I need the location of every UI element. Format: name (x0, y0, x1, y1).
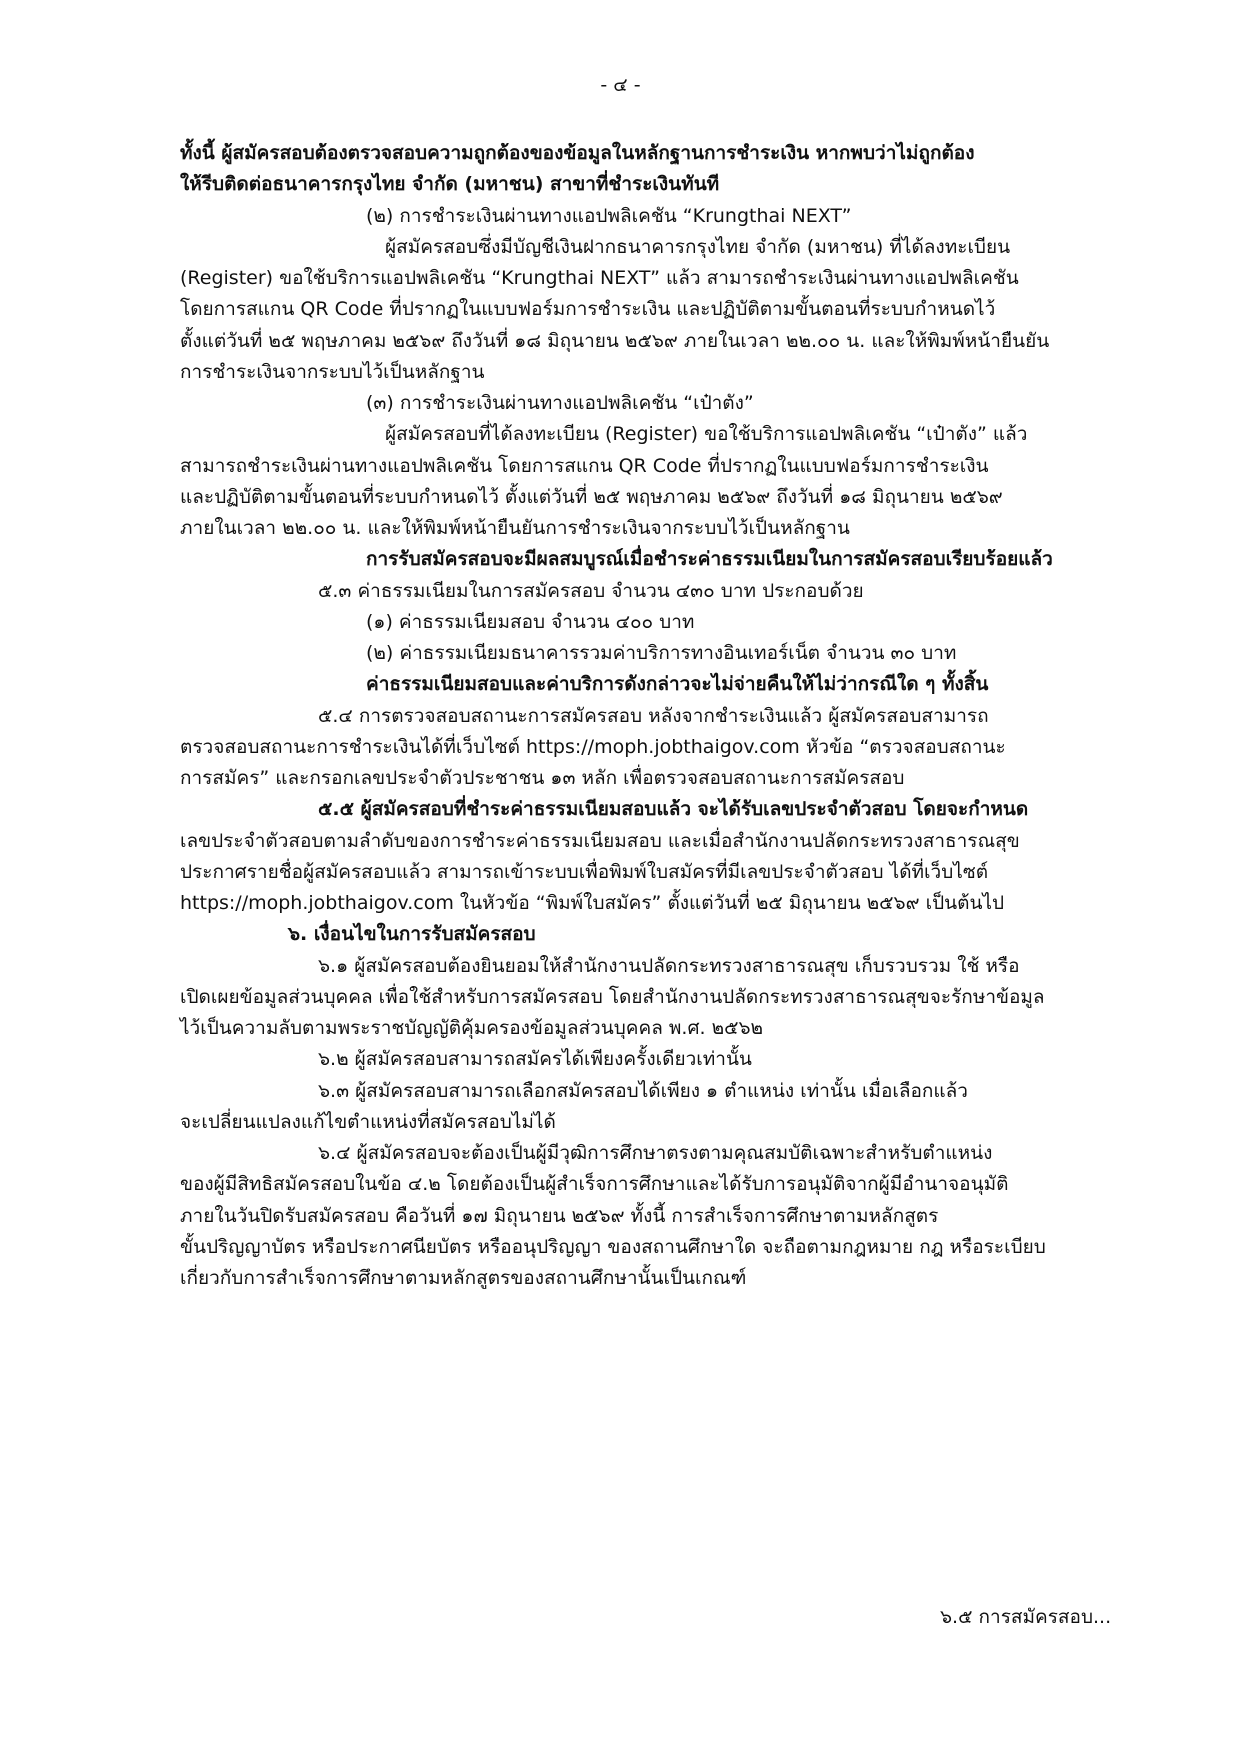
section-heading: ๖. เงื่อนไขในการรับสมัครสอบ (288, 923, 536, 945)
paragraph-line: การชำระเงินจากระบบไว้เป็นหลักฐาน (180, 361, 485, 383)
paragraph-line: การรับสมัครสอบจะมีผลสมบูรณ์เมื่อชำระค่าธรรมเนียมในการสมัครสอบเรียบร้อยแล้ว (366, 548, 1053, 570)
paragraph-line: ผู้สมัครสอบซึ่งมีบัญชีเงินฝากธนาคารกรุงไทย จำกัด (มหาชน) ที่ได้ลงทะเบียน (385, 236, 1011, 258)
paragraph-line: ค่าธรรมเนียมสอบและค่าบริการดังกล่าวจะไม่จ่ายคืนให้ไม่ว่ากรณีใด ๆ ทั้งสิ้น (366, 673, 989, 695)
paragraph-line: ไว้เป็นความลับตามพระราชบัญญัติคุ้มครองข้อมูลส่วนบุคคล พ.ศ. ๒๕๖๒ (180, 1017, 764, 1039)
paragraph-line: (๑) ค่าธรรมเนียมสอบ จำนวน ๔๐๐ บาท (366, 611, 695, 633)
paragraph-line: ๖.๒ ผู้สมัครสอบสามารถสมัครได้เพียงครั้งเดียวเท่านั้น (318, 1048, 752, 1070)
paragraph-line: ตั้งแต่วันที่ ๒๕ พฤษภาคม ๒๕๖๙ ถึงวันที่ ๑๘ มิถุนายน ๒๕๖๙ ภายในเวลา ๒๒.๐๐ น. และให้พิมพ์หน้ายืนยัน (180, 330, 1050, 352)
paragraph-line: ให้รีบติดต่อธนาคารกรุงไทย จำกัด (มหาชน) สาขาที่ชำระเงินทันที (180, 173, 720, 195)
paragraph-line: (๒) ค่าธรรมเนียมธนาคารรวมค่าบริการทางอินเทอร์เน็ต จำนวน ๓๐ บาท (366, 642, 957, 664)
paragraph-line: ๕.๔ การตรวจสอบสถานะการสมัครสอบ หลังจากชำระเงินแล้ว ผู้สมัครสอบสามารถ (318, 705, 989, 727)
paragraph-line: สามารถชำระเงินผ่านทางแอปพลิเคชัน โดยการสแกน QR Code ที่ปรากฏในแบบฟอร์มการชำระเงิน (180, 455, 989, 477)
paragraph-line: (๓) การชำระเงินผ่านทางแอปพลิเคชัน “เป๋าตัง” (366, 392, 754, 414)
paragraph-line: และปฏิบัติตามขั้นตอนที่ระบบกำหนดไว้ ตั้งแต่วันที่ ๒๕ พฤษภาคม ๒๕๖๙ ถึงวันที่ ๑๘ มิถุนายน ๒๕๖๙ (180, 486, 1003, 508)
paragraph-line: ๕.๕ ผู้สมัครสอบที่ชำระค่าธรรมเนียมสอบแล้ว จะได้รับเลขประจำตัวสอบ โดยจะกำหนด (318, 798, 1029, 820)
paragraph-line: ๖.๔ ผู้สมัครสอบจะต้องเป็นผู้มีวุฒิการศึกษาตรงตามคุณสมบัติเฉพาะสำหรับตำแหน่ง (318, 1142, 993, 1164)
paragraph-line: ๕.๓ ค่าธรรมเนียมในการสมัครสอบ จำนวน ๔๓๐ บาท ประกอบด้วย (318, 580, 864, 602)
paragraph-line: https://moph.jobthaigov.com ในหัวข้อ “พิมพ์ใบสมัคร” ตั้งแต่วันที่ ๒๕ มิถุนายน ๒๕๖๙ เป็นต้นไป (180, 892, 1005, 914)
paragraph-line: ๖.๓ ผู้สมัครสอบสามารถเลือกสมัครสอบได้เพียง ๑ ตำแหน่ง เท่านั้น เมื่อเลือกแล้ว (318, 1080, 968, 1102)
paragraph-line: โดยการสแกน QR Code ที่ปรากฏในแบบฟอร์มการชำระเงิน และปฏิบัติตามขั้นตอนที่ระบบกำหนดไว้ (180, 298, 996, 320)
paragraph-line: เลขประจำตัวสอบตามลำดับของการชำระค่าธรรมเนียมสอบ และเมื่อสำนักงานปลัดกระทรวงสาธารณสุข (180, 830, 1020, 852)
paragraph-line: ของผู้มีสิทธิสมัครสอบในข้อ ๔.๒ โดยต้องเป็นผู้สำเร็จการศึกษาและได้รับการอนุมัติจากผู้มีอำนาจอนุมัติ (180, 1173, 1009, 1195)
paragraph-line: ตรวจสอบสถานะการชำระเงินได้ที่เว็บไซต์ https://moph.jobthaigov.com หัวข้อ “ตรวจสอบสถานะ (180, 736, 1006, 758)
page-number: - ๔ - (600, 74, 641, 96)
paragraph-line: ผู้สมัครสอบที่ได้ลงทะเบียน (Register) ขอใช้บริการแอปพลิเคชัน “เป๋าตัง” แล้ว (385, 423, 1028, 445)
paragraph-line: (๒) การชำระเงินผ่านทางแอปพลิเคชัน “Krungthai NEXT” (366, 205, 852, 227)
paragraph-line: ภายในวันปิดรับสมัครสอบ คือวันที่ ๑๗ มิถุนายน ๒๕๖๙ ทั้งนี้ การสำเร็จการศึกษาตามหลักสูตร (180, 1205, 939, 1227)
paragraph-line: ประกาศรายชื่อผู้สมัครสอบแล้ว สามารถเข้าระบบเพื่อพิมพ์ใบสมัครที่มีเลขประจำตัวสอบ ได้ที่เว็บไซต์ (180, 861, 989, 883)
paragraph-line: ทั้งนี้ ผู้สมัครสอบต้องตรวจสอบความถูกต้องของข้อมูลในหลักฐานการชำระเงิน หากพบว่าไม่ถูกต้อง (180, 142, 975, 164)
paragraph-line: ๖.๑ ผู้สมัครสอบต้องยินยอมให้สำนักงานปลัดกระทรวงสาธารณสุข เก็บรวบรวม ใช้ หรือ (318, 955, 1020, 977)
continuation-note: ๖.๕ การสมัครสอบ... (940, 1606, 1112, 1628)
paragraph-line: ภายในเวลา ๒๒.๐๐ น. และให้พิมพ์หน้ายืนยันการชำระเงินจากระบบไว้เป็นหลักฐาน (180, 517, 850, 539)
paragraph-line: จะเปลี่ยนแปลงแก้ไขตำแหน่งที่สมัครสอบไม่ได้ (180, 1111, 556, 1133)
paragraph-line: เปิดเผยข้อมูลส่วนบุคคล เพื่อใช้สำหรับการสมัครสอบ โดยสำนักงานปลัดกระทรวงสาธารณสุขจะรักษาข้อมูล (180, 986, 1045, 1008)
paragraph-line: เกี่ยวกับการสำเร็จการศึกษาตามหลักสูตรของสถานศึกษานั้นเป็นเกณฑ์ (180, 1267, 747, 1289)
paragraph-line: (Register) ขอใช้บริการแอปพลิเคชัน “Krungthai NEXT” แล้ว สามารถชำระเงินผ่านทางแอปพลิเคชัน (180, 267, 1019, 289)
paragraph-line: การสมัคร” และกรอกเลขประจำตัวประชาชน ๑๓ หลัก เพื่อตรวจสอบสถานะการสมัครสอบ (180, 767, 905, 789)
paragraph-line: ขั้นปริญญาบัตร หรือประกาศนียบัตร หรืออนุปริญญา ของสถานศึกษาใด จะถือตามกฎหมาย กฎ หรือระเบียบ (180, 1236, 1046, 1258)
